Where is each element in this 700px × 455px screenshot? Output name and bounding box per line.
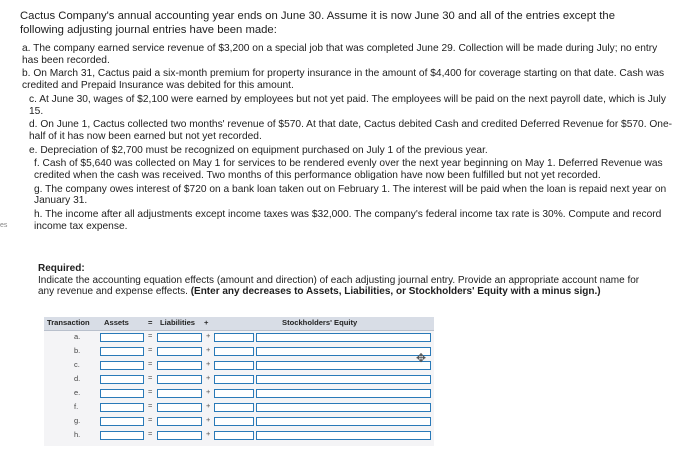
table-row (44, 373, 434, 387)
header-assets: Assets (104, 318, 129, 327)
item-b-text: b. On March 31, Cactus paid a six-month premium for property insurance in the amount of $4,400 for coverage starting on that date. Cash was credited and Prepaid Insurance was debited for this amount. (22, 68, 665, 92)
table-row (44, 429, 434, 443)
adjustment-list (22, 43, 672, 234)
required-note: (Enter any decreases to Assets, Liabilities, or Stockholders' Equity with a minus sign.) (190, 286, 601, 298)
assets-input[interactable] (100, 375, 144, 384)
header-equals: = (148, 318, 153, 327)
equals-symbol: = (148, 415, 153, 424)
equals-symbol: = (148, 373, 153, 382)
equals-symbol: = (148, 331, 153, 340)
required-heading: Required: (38, 263, 85, 274)
list-item (22, 68, 672, 92)
transaction-label: g. (74, 416, 81, 425)
equity-amount-input[interactable] (214, 333, 254, 342)
plus-symbol: + (206, 429, 211, 438)
assets-input[interactable] (100, 431, 144, 440)
item-d-text: d. On June 1, Cactus collected two months' revenue of $570. At that date, Cactus debited Cash and credited Deferred Revenue for $570. One-half of it has now been earned but not yet recorded. (29, 119, 673, 143)
liabilities-input[interactable] (157, 417, 202, 426)
list-item (22, 184, 672, 208)
equity-account-input[interactable] (256, 375, 431, 384)
plus-symbol: + (206, 345, 211, 354)
assets-input[interactable] (100, 389, 144, 398)
plus-symbol: + (206, 401, 211, 410)
assets-input[interactable] (100, 347, 144, 356)
equals-symbol: = (148, 359, 153, 368)
plus-symbol: + (206, 373, 211, 382)
equity-account-input[interactable] (256, 389, 431, 398)
transaction-label: c. (74, 360, 80, 369)
liabilities-input[interactable] (157, 375, 202, 384)
equity-account-input[interactable] (256, 403, 431, 412)
table-row (44, 415, 434, 429)
header-plus: + (204, 318, 209, 327)
liabilities-input[interactable] (157, 389, 202, 398)
cut-off-edge-text: es (0, 222, 8, 229)
equals-symbol: = (148, 429, 153, 438)
list-item (22, 119, 672, 143)
item-c-text: c. At June 30, wages of $2,100 were earned by employees but not yet paid. The employees will be paid on the next payroll date, which is July 15. (29, 93, 666, 117)
table-row (44, 401, 434, 415)
transaction-label: f. (74, 402, 79, 411)
equity-account-input[interactable] (256, 333, 431, 342)
plus-symbol: + (206, 359, 211, 368)
equity-amount-input[interactable] (214, 417, 254, 426)
item-a-text: a. The company earned service revenue of $3,200 on a special job that was completed June 29. Collection will be made during July; no entry has been recorded. (22, 43, 658, 66)
plus-symbol: + (206, 415, 211, 424)
equity-account-input[interactable] (256, 417, 431, 426)
equity-amount-input[interactable] (214, 347, 254, 356)
transaction-label: h. (74, 430, 81, 439)
transaction-label: e. (74, 388, 81, 397)
transaction-label: d. (74, 374, 81, 383)
problem-intro: Cactus Company's annual accounting year ends on June 30. Assume it is now June 30 and all of the entries except the following adjusting journal entries have been made: (20, 10, 615, 36)
liabilities-input[interactable] (157, 333, 202, 342)
table-row (44, 387, 434, 401)
table-row (44, 359, 434, 373)
list-item (22, 145, 672, 157)
item-f-text: f. Cash of $5,640 was collected on May 1 for services to be rendered evenly over the next year beginning on May 1. Deferred Revenue was credited when the cash was received. Two months of this performance obligation have now been fulfilled but not yet recorded. (34, 158, 663, 182)
list-item (22, 43, 672, 67)
equals-symbol: = (148, 345, 153, 354)
table-row (44, 345, 434, 359)
liabilities-input[interactable] (157, 403, 202, 412)
equity-amount-input[interactable] (214, 389, 254, 398)
equity-account-input[interactable] (256, 347, 431, 356)
header-transaction: Transaction (47, 318, 90, 327)
header-equity: Stockholders' Equity (282, 318, 358, 327)
header-liabilities: Liabilities (160, 318, 196, 327)
equity-amount-input[interactable] (214, 375, 254, 384)
liabilities-input[interactable] (157, 347, 202, 356)
equity-amount-input[interactable] (214, 361, 254, 370)
equity-account-input[interactable] (256, 431, 431, 440)
list-item (22, 94, 672, 118)
equity-amount-input[interactable] (214, 431, 254, 440)
required-section (38, 263, 658, 298)
plus-symbol: + (206, 331, 211, 340)
item-e-text: e. Depreciation of $2,700 must be recognized on equipment purchased on July 1 of the previous year. (29, 144, 488, 156)
assets-input[interactable] (100, 403, 144, 412)
equity-amount-input[interactable] (214, 403, 254, 412)
liabilities-input[interactable] (157, 361, 202, 370)
table-header (44, 317, 434, 331)
assets-input[interactable] (100, 361, 144, 370)
transaction-label: b. (74, 346, 81, 355)
equals-symbol: = (148, 401, 153, 410)
plus-symbol: + (206, 387, 211, 396)
item-g-text: g. The company owes interest of $720 on a bank loan taken out on February 1. The interest will be paid when the loan is repaid next year on January 31. (34, 183, 667, 207)
transaction-label: a. (74, 332, 81, 341)
assets-input[interactable] (100, 417, 144, 426)
equation-table (44, 317, 434, 446)
item-h-text: h. The income after all adjustments except income taxes was $32,000. The company's federal income tax rate is 30%. Compute and record income tax expense. (34, 208, 662, 232)
assets-input[interactable] (100, 333, 144, 342)
table-row (44, 331, 434, 345)
move-icon[interactable]: ✥ (416, 351, 427, 365)
list-item (22, 158, 672, 182)
liabilities-input[interactable] (157, 431, 202, 440)
list-item (22, 209, 672, 233)
required-instruction: Indicate the accounting equation effects (amount and direction) of each adjusting journal entry. Provide an appropriate account name for any revenue and expense effects. (38, 274, 640, 298)
equity-account-input[interactable] (256, 361, 431, 370)
equals-symbol: = (148, 387, 153, 396)
